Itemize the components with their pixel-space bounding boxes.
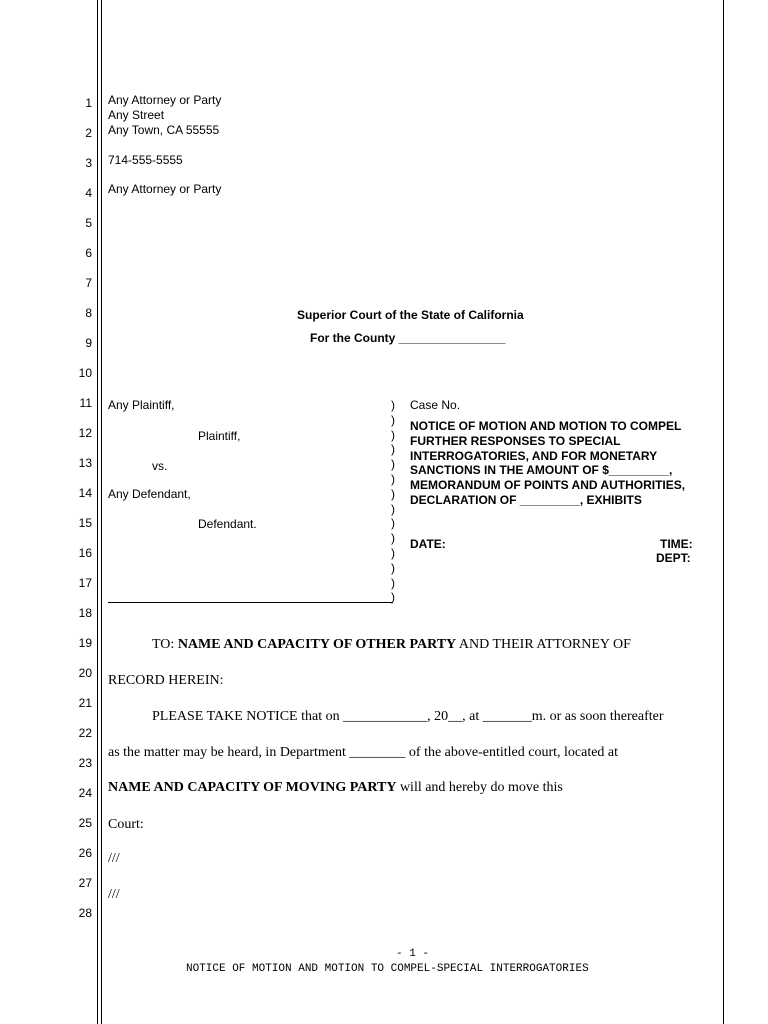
line-number: 15	[78, 516, 92, 530]
plaintiff-role: Plaintiff,	[198, 429, 241, 443]
line-number: 24	[78, 786, 92, 800]
attorney-for: Any Attorney or Party	[108, 182, 222, 196]
line-number: 4	[85, 186, 92, 200]
line-number: 19	[78, 636, 92, 650]
line-number: 7	[85, 276, 92, 290]
line-number: 18	[78, 606, 92, 620]
moving-party-line	[108, 780, 563, 796]
continuation-slashes: ///	[108, 887, 120, 902]
line-number: 21	[78, 696, 92, 710]
line-number: 6	[85, 246, 92, 260]
plaintiff-name: Any Plaintiff,	[108, 398, 175, 412]
line-number: 23	[78, 756, 92, 770]
line-number: 9	[85, 336, 92, 350]
right-margin-rule	[723, 0, 724, 1024]
to-prefix: TO:	[152, 637, 178, 652]
other-party-placeholder: NAME AND CAPACITY OF OTHER PARTY	[177, 637, 457, 652]
left-margin-rule-inner	[101, 0, 102, 1024]
notice-to-line	[152, 637, 631, 653]
line-number: 11	[79, 396, 92, 410]
document-title: NOTICE OF MOTION AND MOTION TO COMPEL FURTHER RESPONSES TO SPECIAL INTERROGATORIES, AND FOR MONETARY SANCTIONS IN THE AMOUNT OF $_________, MEMORANDUM OF POINTS AND AUTHORITIES, DECLARATION OF _________, EXHIBITS	[410, 419, 686, 507]
left-margin-rule-outer	[97, 0, 98, 1024]
line-number: 25	[78, 816, 92, 830]
attorney-street: Any Street	[108, 108, 165, 122]
moving-party-placeholder: NAME AND CAPACITY OF MOVING PARTY	[108, 780, 397, 795]
record-herein: RECORD HEREIN:	[108, 673, 224, 688]
line-number: 28	[78, 906, 92, 920]
defendant-role: Defendant.	[198, 517, 257, 531]
court-name: Superior Court of the State of California	[297, 308, 524, 322]
line-number: 22	[78, 726, 92, 740]
attorney-phone: 714-555-5555	[108, 153, 183, 167]
line-number: 13	[78, 456, 92, 470]
hearing-dept-label: DEPT:	[656, 551, 691, 565]
case-number-label: Case No.	[410, 398, 461, 412]
line-number: 1	[85, 96, 92, 110]
versus-label: vs.	[152, 459, 168, 473]
line-number: 16	[78, 546, 92, 560]
hearing-date-label: DATE:	[410, 537, 446, 551]
attorney-name: Any Attorney or Party	[108, 93, 222, 107]
line-number: 27	[78, 876, 92, 890]
department-line: as the matter may be heard, in Department ________ of the above-entitled court, located at	[108, 745, 619, 760]
court-county: For the County ________________	[310, 331, 506, 345]
line-number: 12	[78, 426, 92, 440]
line-number: 10	[78, 366, 92, 380]
move-suffix: will and hereby do move this	[396, 780, 563, 795]
defendant-name: Any Defendant,	[108, 487, 191, 501]
line-number: 20	[78, 666, 92, 680]
line-number: 3	[85, 156, 92, 170]
continuation-slashes: ///	[108, 851, 120, 866]
line-number: 2	[85, 126, 92, 140]
line-number: 14	[78, 486, 92, 500]
line-number: 17	[78, 576, 92, 590]
notice-paragraph: PLEASE TAKE NOTICE that on ____________, 20__, at _______m. or as soon thereafter	[152, 709, 664, 724]
line-number: 26	[78, 846, 92, 860]
caption-parentheses: ) ) ) ) ) ) ) ) ) ) ) ) ) )	[391, 398, 395, 605]
to-suffix: AND THEIR ATTORNEY OF	[456, 637, 631, 652]
line-number: 8	[85, 306, 92, 320]
attorney-city: Any Town, CA 55555	[108, 123, 220, 137]
court-line: Court:	[108, 817, 144, 832]
footer-title: NOTICE OF MOTION AND MOTION TO COMPEL-SPECIAL INTERROGATORIES	[186, 963, 589, 975]
page-number: - 1 -	[396, 948, 430, 960]
line-number: 5	[85, 216, 92, 230]
hearing-time-label: TIME:	[660, 537, 693, 551]
caption-underline	[108, 602, 393, 603]
